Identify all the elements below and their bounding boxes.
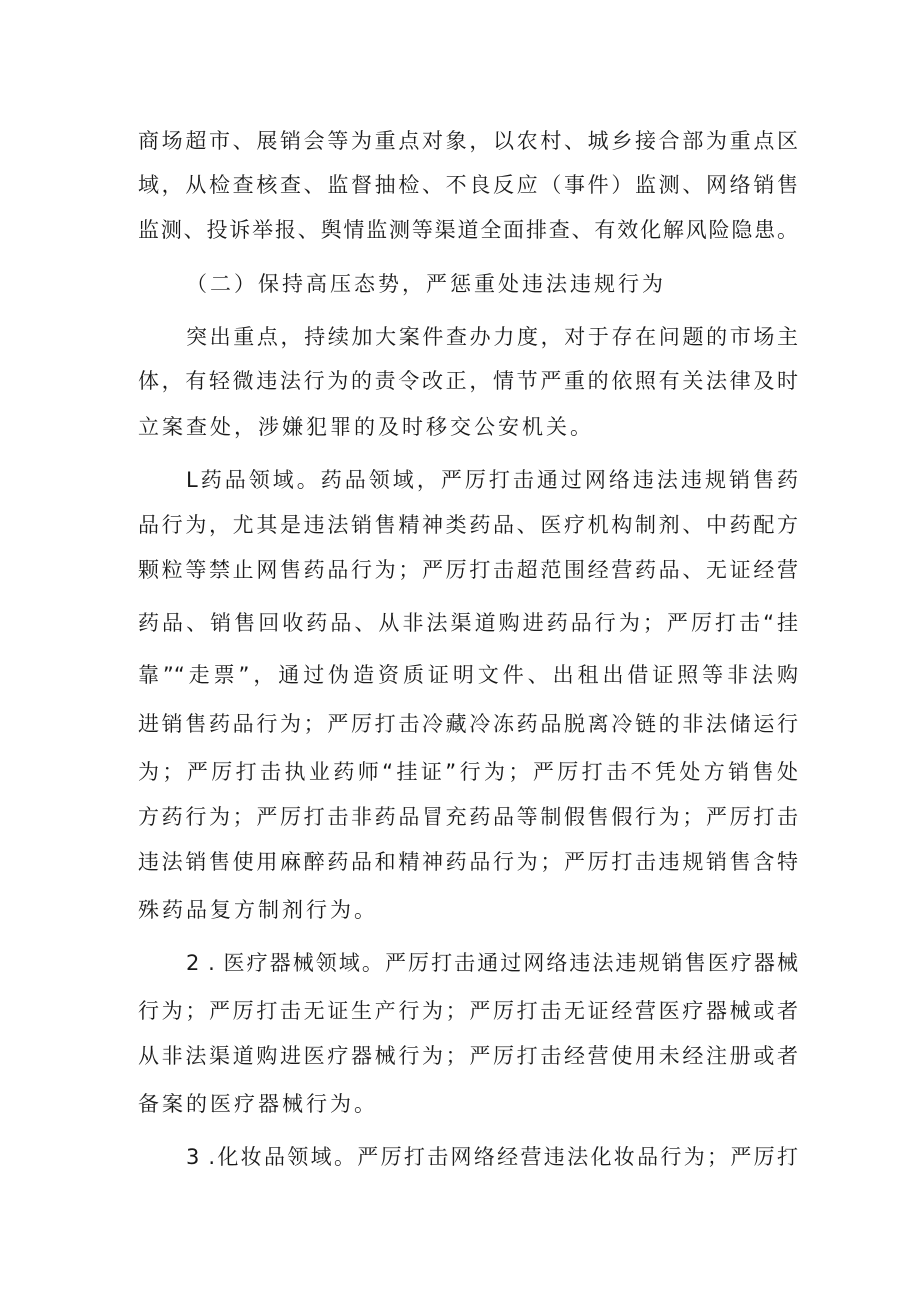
text-line: 为；严厉打击执业药师“挂证”行为；严厉打击不凭处方销售处	[138, 760, 798, 784]
text-line: 体，有轻微违法行为的责令改正，情节严重的依照有关法律及时	[138, 369, 798, 393]
text-line: 立案查处，涉嫌犯罪的及时移交公安机关。	[138, 415, 594, 439]
text-line: 品行为，尤其是违法销售精神类药品、医疗机构制剂、中药配方	[138, 513, 798, 537]
text-line: 违法销售使用麻醉药品和精神药品行为；严厉打击违规销售含特	[138, 850, 798, 874]
text-line: 备案的医疗器械行为。	[138, 1092, 378, 1116]
text-line: 方药行为；严厉打击非药品冒充药品等制假售假行为；严厉打击	[138, 805, 798, 829]
text-line: 商场超市、展销会等为重点对象，以农村、城乡接合部为重点区	[138, 129, 798, 153]
text-line: L药品领域。药品领域，严厉打击通过网络违法违规销售药	[186, 468, 798, 492]
text-line: 靠”“走票”，通过伪造资质证明文件、出租出借证照等非法购	[138, 663, 798, 687]
text-line: 域，从检查核查、监督抽检、不良反应（事件）监测、网络销售	[138, 173, 798, 197]
text-line: 殊药品复方制剂行为。	[138, 898, 378, 922]
text-line: 监测、投诉举报、舆情监测等渠道全面排查、有效化解风险隐患。	[138, 218, 798, 242]
text-line: 药品、销售回收药品、从非法渠道购进药品行为；严厉打击“挂	[138, 611, 798, 635]
section-heading: （二）保持高压态势，严惩重处违法违规行为	[186, 272, 666, 296]
text-line: 从非法渠道购进医疗器械行为；严厉打击经营使用未经注册或者	[138, 1044, 798, 1068]
text-line: 3 .化妆品领域。严厉打击网络经营违法化妆品行为；严厉打	[186, 1145, 798, 1169]
text-line: 进销售药品行为；严厉打击冷藏冷冻药品脱离冷链的非法储运行	[138, 712, 798, 736]
text-line: 行为；严厉打击无证生产行为；严厉打击无证经营医疗器械或者	[138, 999, 798, 1023]
text-line: 2 . 医疗器械领域。严厉打击通过网络违法违规销售医疗器械	[186, 951, 798, 975]
text-line: 突出重点，持续加大案件查办力度，对于存在问题的市场主	[186, 325, 798, 349]
text-line: 颗粒等禁止网售药品行为；严厉打击超范围经营药品、无证经营	[138, 558, 798, 582]
